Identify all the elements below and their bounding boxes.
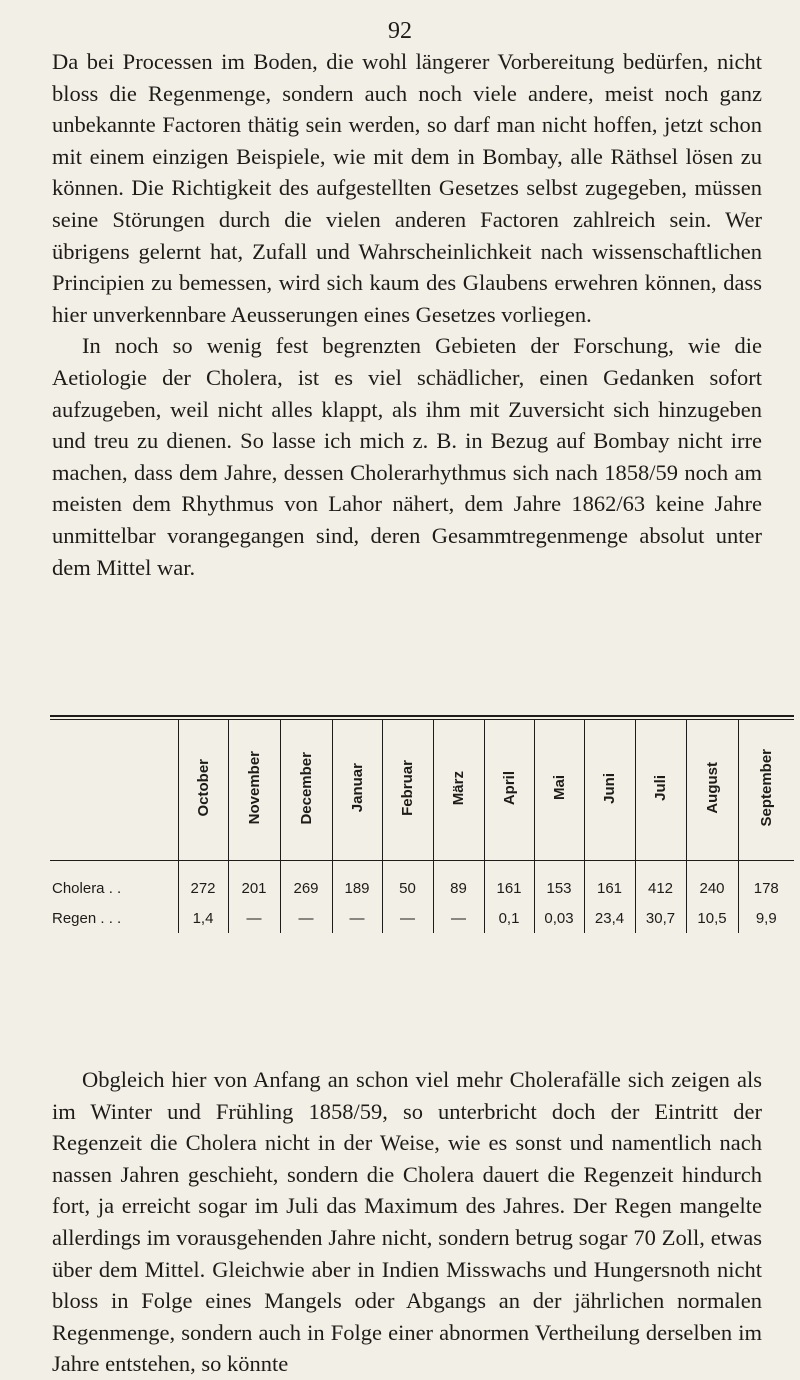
table-cell: 269 [280, 861, 332, 904]
table-cell: 9,9 [738, 903, 794, 933]
table-cell: 240 [686, 861, 738, 904]
row-label: Regen . . . [52, 909, 122, 927]
table-cell: 10,5 [686, 903, 738, 933]
month-label: Februar [399, 760, 416, 816]
table-cell: 30,7 [635, 903, 686, 933]
month-label: Januar [348, 763, 366, 813]
table-cell: 89 [433, 861, 484, 904]
table-cell: 161 [584, 861, 635, 904]
table-cell: 153 [534, 861, 584, 904]
month-header [534, 720, 584, 861]
month-label: April [500, 770, 518, 806]
header-corner [50, 720, 178, 861]
paragraph-3: Obgleich hier von Anfang an schon viel mehr Cholerafälle sich zeigen als im Winter und Frühling 1858/59, so unterbricht doch der Eintritt der Regenzeit die Cholera nicht in der Weise, wie es sonst und namentlich nach nassen Jahren geschieht, sondern die Cholera dauert die Regenzeit hindurch fort, ja erreicht sogar im Juli das Maximum des Jahres. Der Regen mangelte allerdings im vorausgehenden Jahre nicht, sondern betrug sogar 70 Zoll, etwas über dem Mittel. Gleichwie aber in Indien Misswachs und Hungersnoth nicht bloss in Folge eines Mangels oder Abgangs an der jährlichen normalen Regenmenge, sondern auch in Folge einer abnormen Vertheilung derselben im Jahre entstehen, so könnte [52, 1067, 762, 1377]
data-table-container [50, 715, 794, 933]
month-label: September [757, 749, 775, 827]
table-cell: — [228, 903, 280, 933]
month-label: Juli [652, 775, 669, 801]
month-header [433, 720, 484, 861]
table-top-rule [50, 715, 794, 717]
month-label: November [245, 751, 263, 825]
table-cell: — [332, 903, 382, 933]
month-label: Mai [550, 775, 568, 801]
month-header [332, 720, 382, 861]
month-label: Juni [601, 772, 618, 804]
table-cell: — [433, 903, 484, 933]
table-header-row [50, 720, 794, 861]
table-cell: 50 [382, 861, 433, 904]
month-header [686, 720, 738, 861]
paragraph-2: In noch so wenig fest begrenzten Gebieten der Forschung, wie die Aetiologie der Cholera, ist es viel schädlicher, einen Gedanken sofort aufzugeben, weil nicht alles klappt, als ihm mit Zuversicht sich hinzugeben und treu zu dienen. So lasse ich mich z. B. in Bezug auf Bombay nicht irre machen, dass dem Jahre, dessen Cholerarhythmus sich nach 1858/59 noch am meisten dem Rhythmus von Lahor nähert, dem Jahre 1862/63 keine Jahre unmittelbar vorangegangen sind, deren Gesammtregenmenge absolut unter dem Mittel war. [52, 333, 762, 580]
month-header [228, 720, 280, 861]
body-text-upper [52, 46, 762, 583]
table-cell: 178 [738, 861, 794, 904]
month-header [635, 720, 686, 861]
table-cell: — [280, 903, 332, 933]
month-header [280, 720, 332, 861]
table-row-cholera [50, 861, 794, 904]
table-cell: 0,03 [534, 903, 584, 933]
table-cell: 412 [635, 861, 686, 904]
page-number: 92 [388, 18, 412, 44]
table-cell: 161 [484, 861, 534, 904]
table-cell: 201 [228, 861, 280, 904]
month-header [382, 720, 433, 861]
row-label: Cholera . . [52, 879, 122, 897]
month-header [484, 720, 534, 861]
table-cell: — [382, 903, 433, 933]
table-cell: 23,4 [584, 903, 635, 933]
cholera-rain-table [50, 720, 794, 933]
table-cell: 272 [178, 861, 228, 904]
month-label: October [194, 759, 212, 817]
month-label: August [703, 762, 721, 814]
month-header [738, 720, 794, 861]
table-cell: 1,4 [178, 903, 228, 933]
table-cell: 189 [332, 861, 382, 904]
month-label: December [297, 751, 315, 825]
table-cell: 0,1 [484, 903, 534, 933]
body-text-lower [52, 1064, 762, 1380]
table-row-regen [50, 903, 794, 933]
month-header [178, 720, 228, 861]
month-header [584, 720, 635, 861]
month-label: März [450, 770, 467, 806]
paragraph-1: Da bei Processen im Boden, die wohl längerer Vorbereitung bedürfen, nicht bloss die Regenmenge, sondern auch noch viele andere, meist noch ganz unbekannte Factoren thätig sein werden, so darf man nicht hoffen, jetzt schon mit einem einzigen Beispiele, wie mit dem in Bombay, alle Räthsel lösen zu können. Die Richtigkeit des aufgestellten Gesetzes selbst zugegeben, müssen seine Störungen durch die vielen anderen Factoren zahlreich sein. Wer übrigens gelernt hat, Zufall und Wahrscheinlichkeit nach wissenschaftlichen Principien zu bemessen, wird sich kaum des Glaubens erwehren können, dass hier unverkennbare Aeusserungen eines Gesetzes vorliegen. [52, 49, 762, 327]
